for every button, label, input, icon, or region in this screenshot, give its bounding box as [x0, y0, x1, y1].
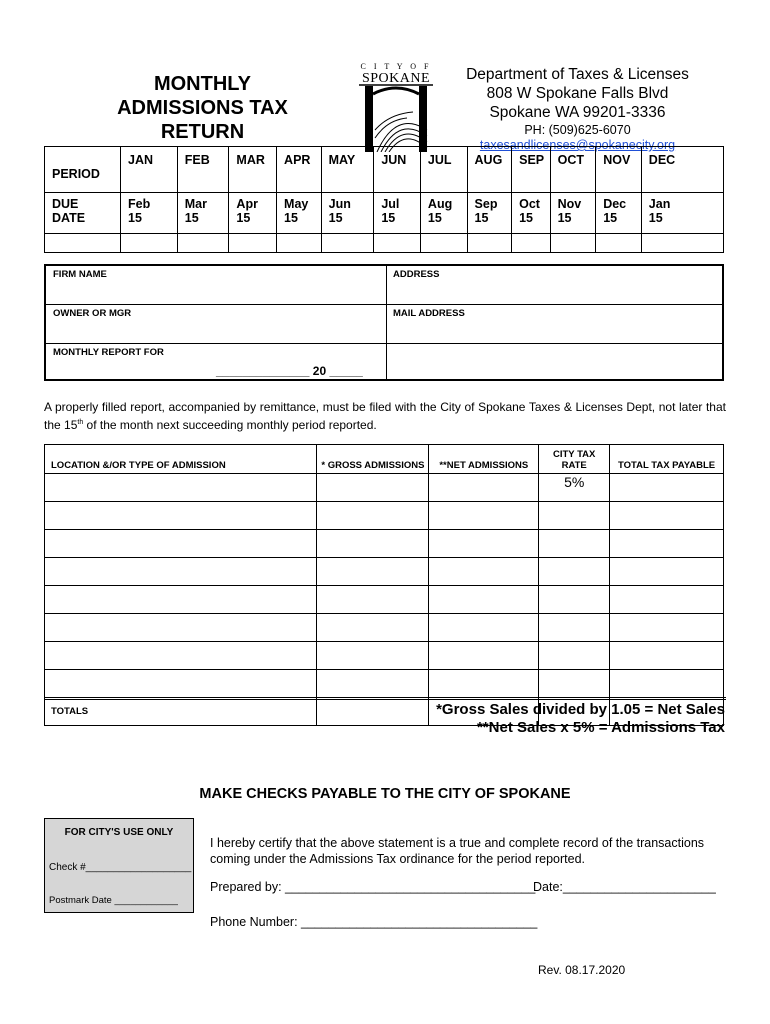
due-day: 15 [284, 211, 298, 225]
location-cell[interactable] [45, 558, 317, 586]
city-of-spokane-logo [357, 60, 435, 152]
month-header: DEC [641, 147, 723, 193]
dept-address-2: Spokane WA 99201-3336 [489, 104, 666, 121]
month-header: APR [277, 147, 322, 193]
period-check-cell[interactable] [374, 234, 421, 253]
period-check-cell[interactable] [321, 234, 374, 253]
due-day: 15 [603, 211, 618, 225]
checks-payable-heading: MAKE CHECKS PAYABLE TO THE CITY OF SPOKANE [199, 786, 571, 802]
due-day: 15 [236, 211, 251, 225]
instructions-sup: th [77, 419, 84, 426]
rate-cell [539, 502, 610, 530]
period-check-cell[interactable] [512, 234, 551, 253]
city-use-box [44, 818, 194, 913]
month-header: JUN [374, 147, 421, 193]
net-cell[interactable] [429, 502, 539, 530]
revision-label: Rev. 08.17.2020 [538, 963, 626, 977]
due-cell [641, 193, 723, 234]
due-month: Sep [474, 197, 498, 211]
period-check-cell[interactable] [121, 234, 178, 253]
table-row [45, 502, 724, 530]
dept-email-link[interactable]: taxesandlicenses@spokanecity.org [479, 138, 676, 152]
due-cell [596, 193, 642, 234]
due-day: 15 [381, 211, 396, 225]
due-label-line: DATE [52, 211, 86, 225]
title-line-2: ADMISSIONS TAX [117, 97, 288, 119]
month-header: MAR [229, 147, 277, 193]
totals-label: TOTALS [45, 698, 317, 726]
due-cell [229, 193, 277, 234]
due-month: Jan [648, 197, 671, 211]
divider [46, 343, 722, 344]
due-day: 15 [648, 211, 663, 225]
due-cell [277, 193, 322, 234]
prepared-by-field[interactable]: Prepared by: ____________________________________ [210, 880, 536, 894]
department-block [440, 65, 715, 152]
rate-cell [539, 586, 610, 614]
formula-line-1: *Gross Sales divided by 1.05 = Net Sales [436, 701, 725, 718]
total-cell[interactable] [610, 474, 724, 502]
total-cell[interactable] [610, 614, 724, 642]
gross-cell[interactable] [317, 586, 429, 614]
form-title [100, 72, 305, 144]
col-header-gross: * GROSS ADMISSIONS [317, 445, 429, 474]
net-cell[interactable] [429, 586, 539, 614]
table-row [45, 586, 724, 614]
period-label: PERIOD [45, 147, 121, 193]
table-row [45, 670, 724, 698]
period-check-cell[interactable] [45, 234, 121, 253]
due-cell [121, 193, 178, 234]
month-header: AUG [467, 147, 512, 193]
period-check-cell[interactable] [420, 234, 467, 253]
net-cell[interactable] [429, 670, 539, 698]
rate-cell [539, 530, 610, 558]
net-cell[interactable] [429, 642, 539, 670]
gross-cell[interactable] [317, 530, 429, 558]
due-cell [550, 193, 596, 234]
due-cell [467, 193, 512, 234]
total-cell[interactable] [610, 670, 724, 698]
double-rule [44, 697, 726, 700]
due-day: 15 [557, 211, 572, 225]
due-month: Mar [184, 197, 207, 211]
formula-notes [436, 701, 725, 737]
total-cell[interactable] [610, 558, 724, 586]
divider [386, 266, 387, 379]
due-month: Jun [328, 197, 351, 211]
due-month: May [284, 197, 309, 211]
month-header: SEP [512, 147, 551, 193]
due-month: Jul [381, 197, 400, 211]
due-date-label [45, 193, 121, 234]
divider [46, 304, 722, 305]
rate-cell [539, 642, 610, 670]
location-cell[interactable] [45, 474, 317, 502]
due-month: Apr [236, 197, 258, 211]
certification-text: I hereby certify that the above statement is a true and complete record of the transactions coming under the Admissions Tax ordinance for the period reported. [210, 836, 705, 866]
col-header-net: **NET ADMISSIONS [429, 445, 539, 474]
due-month: Oct [519, 197, 540, 211]
due-cell [177, 193, 229, 234]
rate-cell [539, 670, 610, 698]
gross-cell[interactable] [317, 558, 429, 586]
gross-cell[interactable] [317, 670, 429, 698]
period-check-cell[interactable] [229, 234, 277, 253]
month-header: JUL [420, 147, 467, 193]
dept-address-1: 808 W Spokane Falls Blvd [486, 85, 669, 102]
instructions-text [44, 400, 726, 433]
col-header-total: TOTAL TAX PAYABLE [610, 445, 724, 474]
gross-cell[interactable] [317, 502, 429, 530]
net-cell[interactable] [429, 530, 539, 558]
period-table [44, 146, 724, 253]
rate-cell [539, 614, 610, 642]
gross-cell[interactable] [317, 474, 429, 502]
address-field[interactable]: ADDRESS [393, 269, 440, 280]
table-row [45, 558, 724, 586]
title-line-1: MONTHLY [153, 73, 252, 95]
report-period-field[interactable]: ______________ 20 _____ [216, 364, 363, 378]
period-check-cell[interactable] [550, 234, 596, 253]
total-cell[interactable] [610, 586, 724, 614]
city-use-heading: FOR CITY'S USE ONLY [64, 827, 174, 838]
postmark-date-field: Postmark Date ____________ [49, 895, 178, 906]
net-cell[interactable] [429, 474, 539, 502]
due-cell [321, 193, 374, 234]
table-row [45, 530, 724, 558]
col-header-location: LOCATION &/OR TYPE OF ADMISSION [45, 445, 317, 474]
month-header: OCT [550, 147, 596, 193]
due-month: Feb [128, 197, 151, 211]
firm-info-box [44, 264, 724, 381]
month-header: NOV [596, 147, 642, 193]
period-check-cell[interactable] [177, 234, 229, 253]
location-cell[interactable] [45, 614, 317, 642]
due-day: 15 [128, 211, 142, 225]
date-field[interactable]: Date:______________________ [533, 880, 716, 894]
due-day: 15 [427, 211, 442, 225]
period-check-cell[interactable] [467, 234, 512, 253]
svg-text:C I T Y O F: C I T Y O F [360, 62, 432, 71]
formula-line-2: **Net Sales x 5% = Admissions Tax [476, 719, 725, 736]
rate-cell: 5% [539, 474, 610, 502]
title-line-3: RETURN [160, 121, 245, 143]
net-cell[interactable] [429, 558, 539, 586]
svg-text:SPOKANE: SPOKANE [361, 71, 431, 86]
location-cell[interactable] [45, 642, 317, 670]
admissions-table [44, 444, 724, 726]
dept-phone: PH: (509)625-6070 [524, 123, 631, 137]
location-cell[interactable] [45, 670, 317, 698]
mail-address-field[interactable]: MAIL ADDRESS [393, 308, 465, 319]
table-row [45, 474, 724, 502]
due-cell [512, 193, 551, 234]
period-check-cell[interactable] [277, 234, 322, 253]
owner-field[interactable]: OWNER OR MGR [53, 308, 132, 319]
due-month: Nov [557, 197, 582, 211]
due-day: 15 [474, 211, 489, 225]
location-cell[interactable] [45, 586, 317, 614]
total-cell[interactable] [610, 530, 724, 558]
table-row [45, 614, 724, 642]
gross-cell[interactable] [317, 614, 429, 642]
report-for-label: MONTHLY REPORT FOR [53, 347, 164, 358]
instructions-part: of the month next succeeding monthly period reported. [83, 418, 377, 432]
period-check-cell[interactable] [596, 234, 642, 253]
instructions-part: A properly filled report, accompanied by remittance, must be filed with the City of Spokane Taxes & Licenses Dept, not later that the 15 [44, 400, 726, 432]
month-header: MAY [321, 147, 374, 193]
check-number-field: Check #___________________ [49, 862, 192, 873]
rate-cell [539, 558, 610, 586]
due-day: 15 [184, 211, 199, 225]
location-cell[interactable] [45, 530, 317, 558]
net-cell[interactable] [429, 614, 539, 642]
month-header: FEB [177, 147, 229, 193]
dept-name: Department of Taxes & Licenses [466, 66, 689, 83]
period-check-cell[interactable] [641, 234, 723, 253]
firm-name-field[interactable]: FIRM NAME [53, 269, 107, 280]
due-cell [420, 193, 467, 234]
gross-cell[interactable] [317, 642, 429, 670]
gross-total-cell[interactable] [317, 698, 429, 726]
phone-number-field[interactable]: Phone Number: __________________________________ [210, 915, 538, 929]
col-header-rate: CITY TAX RATE [539, 445, 610, 474]
location-cell[interactable] [45, 502, 317, 530]
month-header: JAN [121, 147, 178, 193]
total-cell[interactable] [610, 642, 724, 670]
due-day: 15 [328, 211, 343, 225]
due-month: Dec [603, 197, 627, 211]
due-label-line: DUE [52, 197, 79, 211]
due-cell [374, 193, 421, 234]
total-cell[interactable] [610, 502, 724, 530]
due-month: Aug [427, 197, 453, 211]
due-day: 15 [519, 211, 534, 225]
table-row [45, 642, 724, 670]
